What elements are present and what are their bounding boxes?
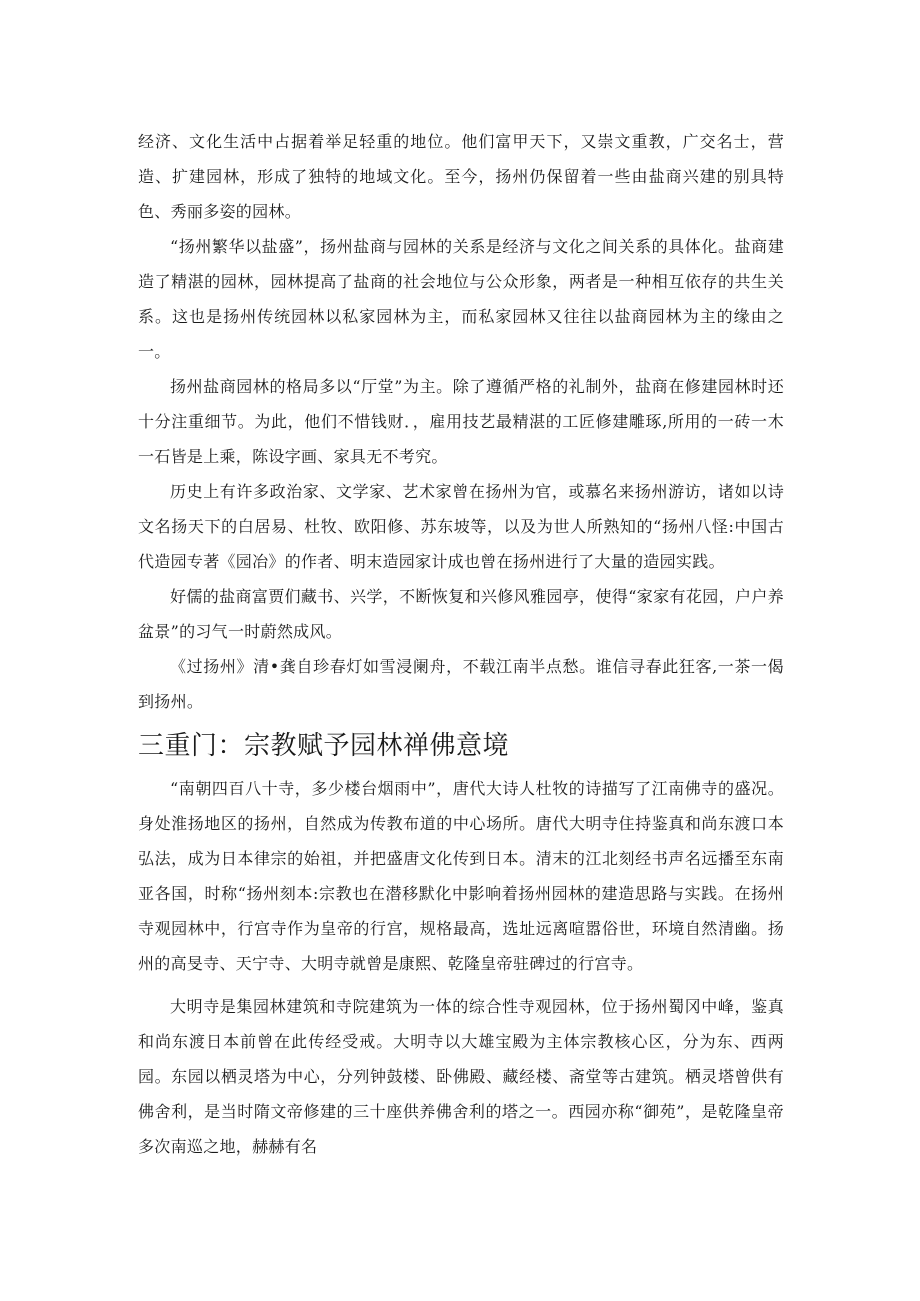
section-heading: 三重门：宗教赋予园林禅佛意境	[138, 731, 510, 761]
document-page	[138, 124, 784, 1164]
paragraph-temples-intro: “南朝四百八十寺，多少楼台烟雨中”，唐代大诗人杜牧的诗描写了江南佛寺的盛况。身处淮扬地区的扬州，自然成为传教布道的中心场所。唐代大明寺住持鉴真和尚东渡口本弘法，成为日本律宗的始祖，并把盛唐文化传到日本。清末的江北刻经书声名远播至东南亚各国，时称“扬州刻本:宗教也在潜移默化中影响着扬州园林的建造思路与实践。在扬州寺观园林中，行宫寺作为皇帝的行宫，规格最高，选址远离喧嚣俗世，环境自然清幽。扬州的高旻寺、天宁寺、大明寺就曾是康熙、乾隆皇帝驻碑过的行宫寺。	[138, 779, 784, 973]
paragraph-scholarly-merchants: 好儒的盐商富贾们藏书、兴学，不断恢复和兴修风雅园亭，使得“家家有花园，户户养盆景”的习气一时蔚然成风。	[138, 587, 784, 641]
paragraph-salt-merchants-status: 经济、文化生活中占据着举足轻重的地位。他们富甲天下，又崇文重教，广交名士，营造、扩建园林，形成了独特的地域文化。至今，扬州仍保留着一些由盐商兴建的别具特色、秀丽多姿的园林。	[138, 132, 784, 221]
paragraph-historic-figures: 历史上有许多政治家、文学家、艺术家曾在扬州为官，或慕名来扬州游访，诸如以诗文名扬天下的白居易、杜牧、欧阳修、苏东坡等，以及为世人所熟知的“扬州八怪:中国古代造园专著《园冶》的作者、明末造园家计成也曾在扬州进行了大量的造园实践。	[138, 482, 784, 571]
paragraph-salt-and-gardens: “扬州繁华以盐盛”，扬州盐商与园林的关系是经济与文化之间关系的具体化。盐商建造了精湛的园林，园林提高了盐商的社会地位与公众形象，两者是一种相互依存的共生关系。这也是扬州传统园林以私家园林为主，而私家园林又往往以盐商园林为主的缘由之一。	[138, 237, 784, 361]
paragraph-daming-temple: 大明寺是集园林建筑和寺院建筑为一体的综合性寺观园林，位于扬州蜀冈中峰，鉴真和尚东渡日本前曾在此传经受戒。大明寺以大雄宝殿为主体宗教核心区，分为东、西两园。东园以栖灵塔为中心，分列钟鼓楼、卧佛殿、藏经楼、斋堂等古建筑。栖灵塔曾供有佛舍利，是当时隋文帝修建的三十座供养佛舍利的塔之一。西园亦称“御苑”，是乾隆皇帝多次南巡之地，赫赫有名	[138, 997, 784, 1156]
paragraph-poem: 《过扬州》清•龚自珍春灯如雪浸阑舟，不载江南半点愁。谁信寻春此狂客,一茶一偈到扬州。	[138, 657, 784, 711]
paragraph-garden-layout: 扬州盐商园林的格局多以“厅堂”为主。除了遵循严格的礼制外，盐商在修建园林时还十分注重细节。为此，他们不惜钱财．，雇用技艺最精湛的工匠修建雕琢,所用的一砖一木一石皆是上乘，陈设字画、家具无不考究。	[138, 377, 784, 466]
